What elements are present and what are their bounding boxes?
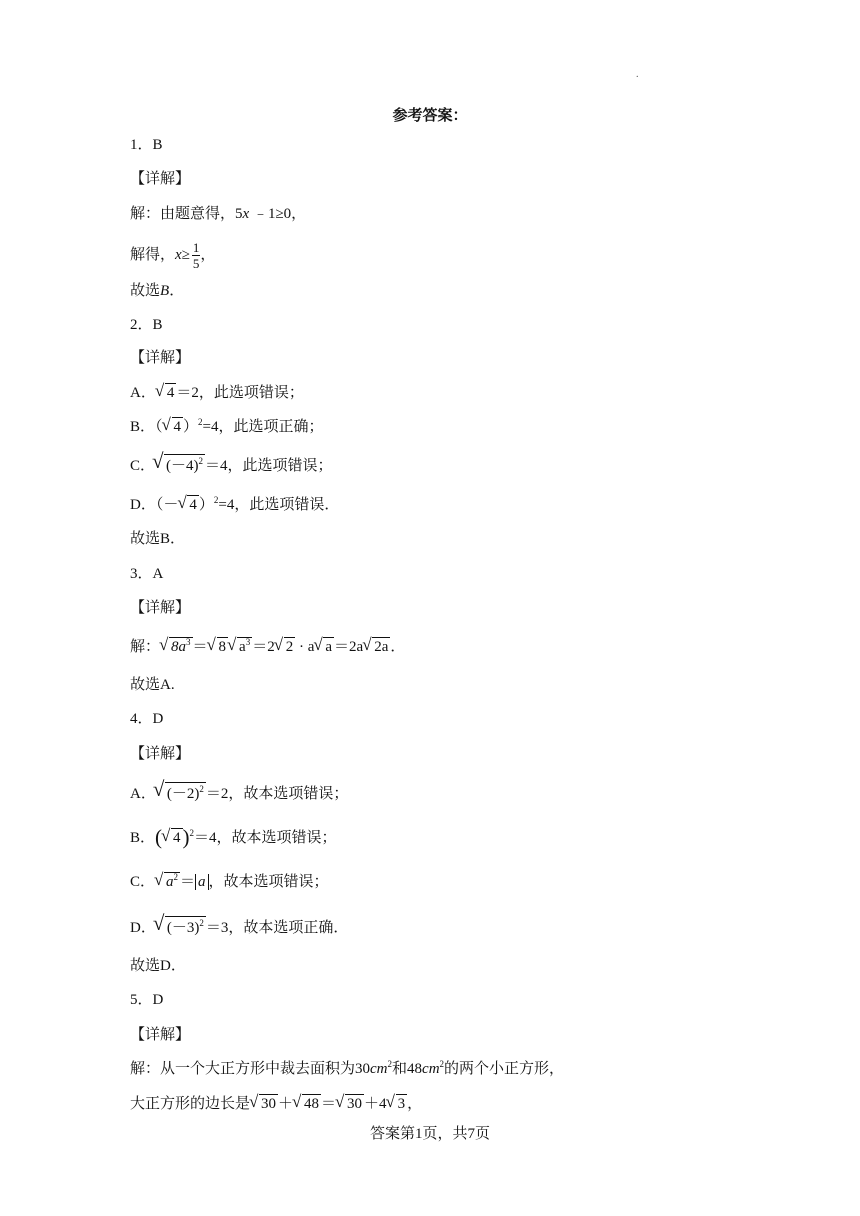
header-dot: .	[636, 69, 639, 80]
q2-option-c: C．√ $(-4)^2 =4$，此选项错误；	[130, 454, 333, 477]
q1-line-2: 解得，x≥ $\frac{1}{5}$ ，	[130, 240, 216, 271]
q4-detail-label: 【详解】	[130, 746, 191, 762]
q1-answer: 1．B	[130, 137, 163, 153]
q4-option-d: D．√ $(-3)^2 =3$，故本选项正确．	[130, 916, 348, 939]
q2-conclusion: 故选B．	[130, 531, 186, 547]
q4-conclusion: 故选D．	[130, 958, 186, 974]
q4-answer: 4．D	[130, 711, 164, 727]
q5-answer: 5．D	[130, 992, 164, 1008]
q3-line-1: 解：√ $8a^3$ ＝√ 8√ $a^3 =2√$ 2 · a√ a ＝2a√ 2a ．	[130, 636, 405, 658]
q3-detail-label: 【详解】	[130, 600, 191, 616]
q1-line-1: 解：由题意得，5x ﹣1≥0，	[130, 206, 307, 222]
q2-option-b: B．（√ 4 ）$^2$=4，此选项正确；	[130, 416, 324, 438]
q5-line-2: 大正方形的边长是√ 30 ＋√ 48 ＝√ 30 ＋4√ 3 ，	[130, 1093, 422, 1115]
page-footer: 答案第1页，共7页	[369, 1126, 490, 1142]
q4-option-c: C．√ $a^2 = a$ ，故本选项错误；	[130, 871, 329, 893]
q3-conclusion: 故选A.	[130, 677, 175, 693]
q5-line-1: 解：从一个大正方形中裁去面积为$30cm^2$和$48cm^2$的两个小正方形，	[130, 1059, 565, 1077]
q2-option-d: D．（－√ 4 ）$^2$=4，此选项错误．	[130, 494, 339, 516]
q1-fraction: $\frac{1}{5}$	[192, 240, 200, 271]
q5-detail-label: 【详解】	[130, 1027, 191, 1043]
q2-answer: 2．B	[130, 317, 163, 333]
q3-answer: 3．A	[130, 566, 164, 582]
q4-option-b: B．(√ 4)$^2$＝4，故本选项错误；	[130, 826, 337, 849]
q1-detail-label: 【详解】	[130, 171, 191, 187]
q2-option-a: A．√ 4 ＝2，此选项错误；	[130, 382, 304, 404]
q4-option-a: A．√ $(-2)^2 =2$，故本选项错误；	[130, 782, 348, 805]
page-title: 参考答案：	[392, 108, 468, 124]
q1-conclusion: 故选B．	[130, 283, 185, 299]
q2-detail-label: 【详解】	[130, 350, 191, 366]
